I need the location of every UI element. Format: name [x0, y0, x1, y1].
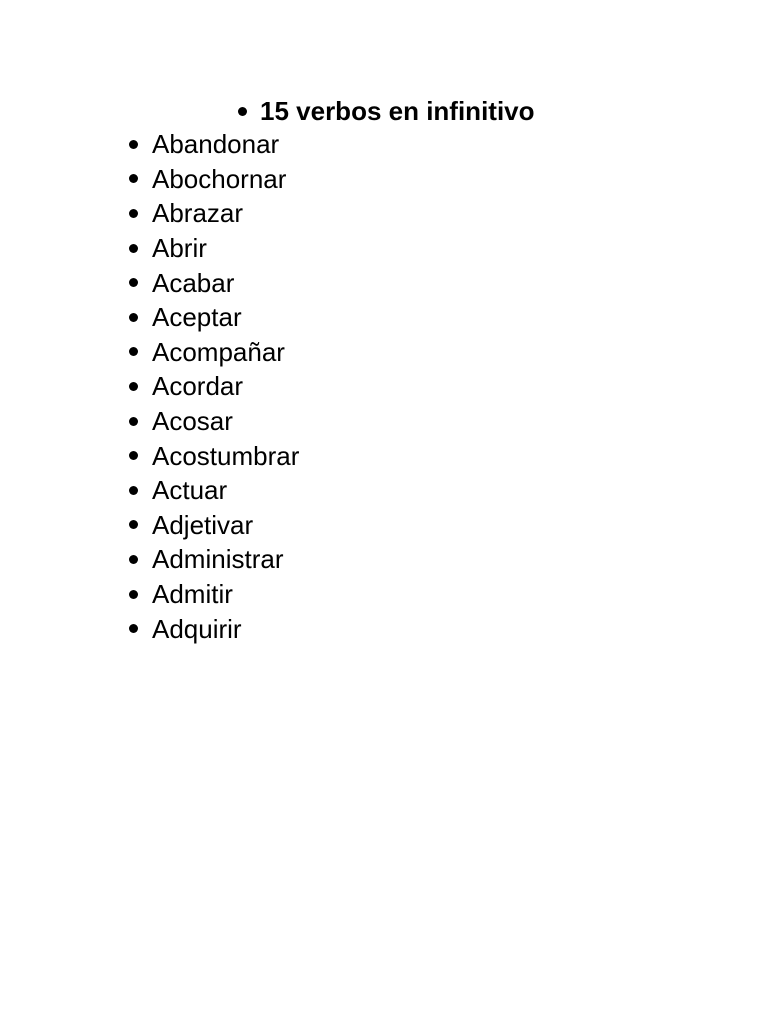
- bullet-icon: [129, 590, 138, 599]
- verb-label: Aceptar: [152, 302, 242, 333]
- list-item: [129, 508, 299, 543]
- verb-label: Admitir: [152, 579, 233, 610]
- list-item: [129, 611, 299, 646]
- bullet-icon: [129, 278, 138, 287]
- list-item: [129, 335, 299, 370]
- list-item: [129, 265, 299, 300]
- list-item: [129, 300, 299, 335]
- verb-label: Administrar: [152, 544, 284, 575]
- bullet-icon: [129, 624, 138, 633]
- list-item: [129, 231, 299, 266]
- verb-label: Adjetivar: [152, 509, 254, 540]
- bullet-icon: [129, 209, 138, 218]
- bullet-icon: [129, 244, 138, 253]
- verb-label: Abandonar: [152, 129, 280, 160]
- list-item: [129, 577, 299, 612]
- bullet-icon: [129, 486, 138, 495]
- bullet-icon: [129, 417, 138, 426]
- bullet-icon: [129, 520, 138, 529]
- verb-label: Abochornar: [152, 163, 287, 194]
- verb-label: Acosar: [152, 406, 233, 437]
- bullet-icon: [238, 107, 247, 116]
- list-item: [129, 438, 299, 473]
- verb-label: Acostumbrar: [152, 440, 300, 471]
- page-title: 15 verbos en infinitivo: [260, 96, 535, 126]
- bullet-icon: [129, 451, 138, 460]
- list-item: [129, 369, 299, 404]
- bullet-icon: [129, 313, 138, 322]
- list-item: [129, 162, 299, 197]
- bullet-icon: [129, 174, 138, 183]
- bullet-icon: [129, 347, 138, 356]
- bullet-icon: [129, 382, 138, 391]
- bullet-icon: [129, 555, 138, 564]
- verb-label: Adquirir: [152, 613, 242, 644]
- list-item: [129, 196, 299, 231]
- verb-label: Acordar: [152, 371, 244, 402]
- verb-label: Abrazar: [152, 198, 244, 229]
- verb-label: Acabar: [152, 267, 235, 298]
- heading-row: [238, 94, 535, 128]
- verb-label: Abrir: [152, 233, 207, 264]
- verb-label: Acompañar: [152, 336, 285, 367]
- list-item: [129, 127, 299, 162]
- list-item: [129, 404, 299, 439]
- list-item: [129, 542, 299, 577]
- verb-label: Actuar: [152, 475, 228, 506]
- list-item: [129, 473, 299, 508]
- bullet-icon: [129, 140, 138, 149]
- verb-list: [129, 127, 299, 646]
